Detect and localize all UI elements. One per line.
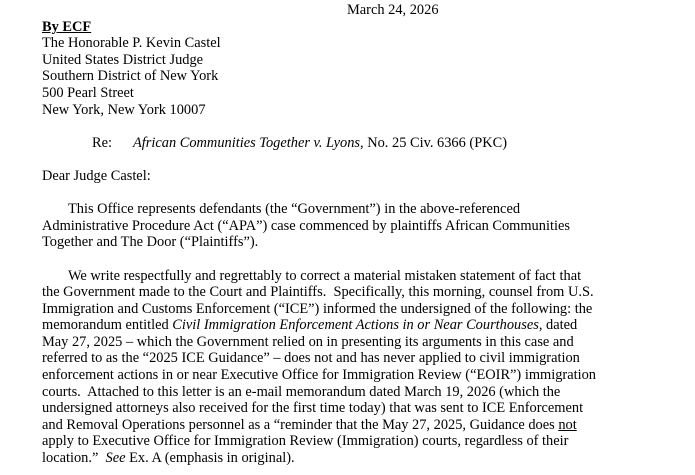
paragraph-2-line: apply to Executive Office for Immigration Review (Immigration) courts, regardless of their xyxy=(42,433,569,450)
paragraph-1-line: This Office represents defendants (the “Government”) in the above-referenced xyxy=(68,201,521,218)
paragraph-2-line: the Government made to the Court and Plaintiffs. Specifically, this morning, counsel from U.S. xyxy=(42,284,594,301)
blank-line xyxy=(42,185,691,202)
paragraph-2-line: courts. Attached to this letter is an e-mail memorandum dated March 19, 2026 (which the xyxy=(42,383,561,400)
re-line xyxy=(42,135,691,152)
paragraph-2 xyxy=(42,268,691,467)
recipient-street: 500 Pearl Street xyxy=(42,84,134,101)
paragraph-2-line: May 27, 2025 – which the Government relied on in presenting its arguments in this case and xyxy=(42,333,574,350)
re-label: Re: xyxy=(92,134,112,151)
recipient-city: New York, New York 10007 xyxy=(42,101,206,118)
blank-line xyxy=(42,251,691,268)
salutation: Dear Judge Castel: xyxy=(42,167,151,184)
delivery-method xyxy=(42,19,691,36)
paragraph-2-line: location.” See Ex. A (emphasis in original). xyxy=(42,450,295,467)
blank-line xyxy=(42,151,691,168)
blank-line xyxy=(42,118,691,135)
case-number: , No. 25 Civ. 6366 (PKC) xyxy=(360,134,507,151)
paragraph-2-line: We write respectfully and regrettably to correct a material mistaken statement of fact that xyxy=(68,267,582,284)
case-name: African Communities Together v. Lyons xyxy=(132,134,361,151)
paragraph-2-line: enforcement actions in or near Executive Office for Immigration Review (“EOIR”) immigration xyxy=(42,367,596,384)
paragraph-2-line: Immigration and Customs Enforcement (“ICE”) informed the undersigned of the following: the xyxy=(42,300,593,317)
letter-date: March 24, 2026 xyxy=(347,2,439,18)
see-citation-italic: See xyxy=(105,450,126,467)
recipient-title: United States District Judge xyxy=(42,51,204,68)
recipient-name: The Honorable P. Kevin Castel xyxy=(42,35,221,52)
paragraph-1-line: Together and The Door (“Plaintiffs”). xyxy=(42,234,259,251)
paragraph-1-line: Administrative Procedure Act (“APA”) case commenced by plaintiffs African Communities xyxy=(42,217,570,234)
delivery-method-label: By ECF xyxy=(42,18,92,35)
recipient-district: Southern District of New York xyxy=(42,68,219,85)
emphasized-not: not xyxy=(558,416,577,433)
paragraph-1 xyxy=(42,201,691,251)
paragraph-2-line: memorandum entitled Civil Immigration Enforcement Actions in or Near Courthouses, dated xyxy=(42,317,578,334)
paragraph-2-line: undersigned attorneys also received for the first time today) that was sent to ICE Enforcement xyxy=(42,400,584,417)
memo-title-italic: Civil Immigration Enforcement Actions in or Near Courthouses xyxy=(172,317,539,334)
paragraph-2-line: referred to as the “2025 ICE Guidance” – does not and has never applied to civil immigration xyxy=(42,350,580,367)
paragraph-2-line: and Removal Operations personnel as a “reminder that the May 27, 2025, Guidance does not xyxy=(42,416,577,433)
